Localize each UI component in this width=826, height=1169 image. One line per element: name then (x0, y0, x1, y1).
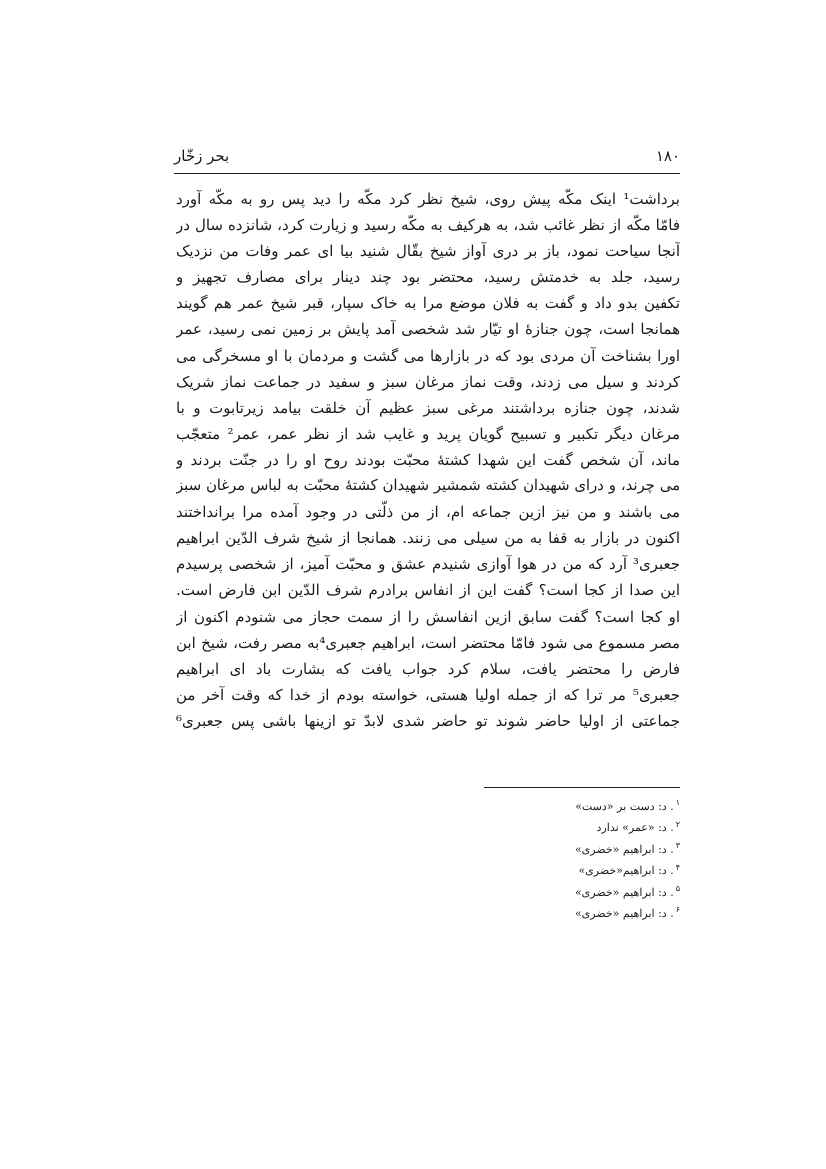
footnote-text: . د: ابراهیم«خضری» (578, 864, 674, 878)
text-line: آنجا سیاحت نمود، باز بر دری آواز شیخ بقّال شنید بیا ای عمر وفات من نزدیک (176, 242, 680, 261)
running-header (174, 143, 680, 171)
header-divider (174, 173, 680, 174)
text-line: جماعتی از اولیا حاضر شوند تو حاضر شدی لابدّ تو ازینها باشی پس جعبری⁶ (176, 711, 680, 730)
footnote (420, 882, 680, 903)
footnote-text: . د: ابراهیم «خضری» (574, 906, 674, 920)
footnote-text: . د: ابراهیم «خضری» (574, 842, 674, 856)
body-text (176, 186, 680, 734)
footnote-text: . د: ابراهیم «خضری» (574, 885, 674, 899)
footnote-number: ۲ (675, 819, 680, 829)
footnote (420, 839, 680, 860)
text-line: او کجا است؟ گفت سابق ازین انفاسش را از سمت حجاز می شنودم اکنون از (176, 607, 680, 626)
footnote-text: . د: دست بر «دست» (575, 800, 674, 813)
footnote (420, 860, 680, 881)
footnote-divider (484, 787, 680, 788)
footnotes (420, 796, 680, 924)
text-line: فامّا مکّه از نظر غائب شد، به هرکیف به مکّه رسید و زیارت کرد، شانزده سال در (176, 216, 680, 235)
footnote (420, 817, 680, 838)
footnote-number: ۴ (675, 862, 680, 872)
running-header-title: بحر زخّار (174, 147, 230, 165)
page-number: ۱۸۰ (655, 147, 680, 165)
text-line: می باشند و من نیز ازین جماعه ام، از من ذلّتی در وجود آمده مرا برانداختند (176, 503, 680, 522)
text-line: اکنون در بازار به قفا به من سیلی می زنند. همانجا از شیخ شرف الدّین ابراهیم (176, 529, 680, 548)
text-line: کردند و سیل می زدند، وقت نماز مرغان سبز و سفید در جماعت نماز شریک (176, 372, 680, 391)
text-line: فارض را محتضر یافت، سلام کرد جواب یافت که بشارت باد ای ابراهیم (176, 659, 680, 678)
footnote (420, 903, 680, 924)
text-line: می چرند، و درای شهیدان کشته شمشیر شهیدان کشتهٔ محبّت به لباس مرغان سبز (176, 477, 680, 495)
text-line: همانجا است، چون جنازهٔ او تیّار شد شخصی آمد پایش بر زمین نمی رسید، عمر (176, 320, 680, 339)
text-line: مصر مسموع می شود فامّا محتضر است، ابراهیم جعبری⁴به مصر رفت، شیخ ابن (176, 633, 680, 652)
text-line: تکفین بدو داد و گفت به فلان موضع مرا به خاک سپار، قبر شیخ عمر هم گویند (176, 294, 680, 313)
footnote-number: ۶ (675, 905, 680, 915)
text-line: اورا بشناخت آن مردی بود که در بازارها می گشت و مردمان با او مسخرگی می (176, 346, 680, 365)
footnote-number: ۵ (675, 883, 680, 893)
text-line: رسید، جلد به خدمتش رسید، محتضر بود چند دینار برای مصارف تجهیز و (176, 268, 680, 287)
footnote (420, 796, 680, 817)
text-line: شدند، چون جنازه برداشتند مرغی سبز عظیم آن خلقت بیامد زیرتابوت و با (176, 398, 680, 417)
text-line: ماند، آن شخص گفت این شهدا کشتهٔ محبّت بودند روح او را در جنّت بردند و (176, 450, 680, 469)
footnote-number: ۳ (675, 841, 680, 851)
footnote-number: ۱ (675, 798, 680, 808)
text-line: جعبری³ آرد که من در هوا آوازی شنیدم عشق و محبّت آمیز، از شخصی پرسیدم (176, 555, 680, 574)
text-line: جعبری⁵ مر ترا که از جمله اولیا هستی، خواسته بودم از خدا که وقت آخر من (176, 685, 680, 704)
text-line: مرغان دیگر تکبیر و تسبیح گویان پرید و غایب شد از نظر عمر، عمر² متعجّب (176, 424, 680, 443)
footnote-text: . د: «عمر» ندارد (596, 821, 674, 835)
text-line: این صدا از کجا است؟ گفت این از انفاس برادرم شرف الدّین ابن فارض است. (176, 581, 680, 600)
text-line: برداشت¹ اینک مکّه پیش روی، شیخ نظر کرد مکّه را دید پس رو به مکّه آورد (176, 190, 680, 208)
